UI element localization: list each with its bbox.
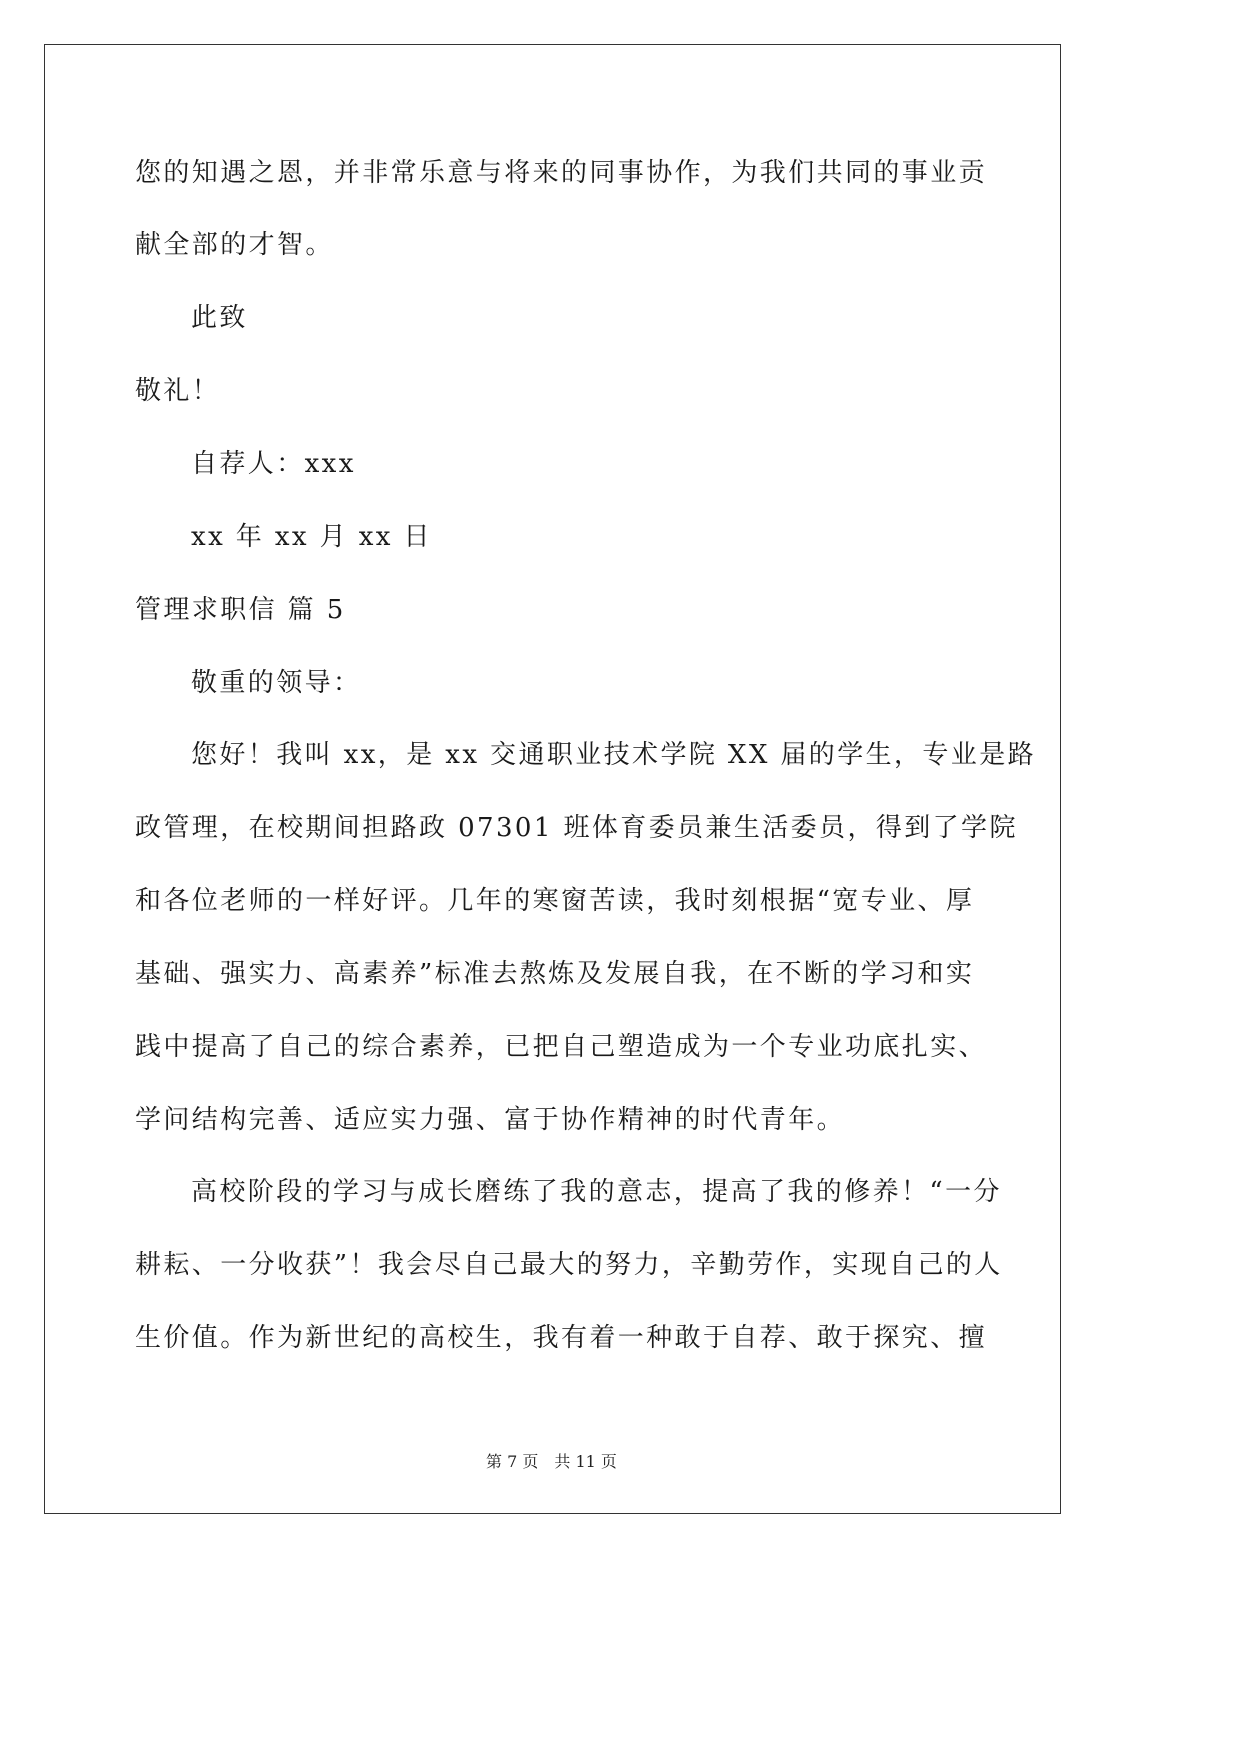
closing-salutation: 此致 — [191, 303, 248, 333]
body-line: 生价值。作为新世纪的高校生，我有着一种敢于自荐、敢于探究、擅 — [135, 1323, 988, 1353]
body-line: 献全部的才智。 — [135, 230, 334, 260]
body-line: 您的知遇之恩，并非常乐意与将来的同事协作，为我们共同的事业贡 — [135, 158, 988, 188]
body-line: 耕耘、一分收获”！我会尽自己最大的努力，辛勤劳作，实现自己的人 — [135, 1250, 1003, 1280]
signature-line: 自荐人：xxx — [191, 449, 356, 479]
body-line: 高校阶段的学习与成长磨练了我的意志，提高了我的修养！“一分 — [191, 1177, 1002, 1207]
date-line: xx 年 xx 月 xx 日 — [191, 522, 432, 552]
greeting: 敬重的领导： — [191, 668, 362, 698]
body-line: 基础、强实力、高素养”标准去熬炼及发展自我，在不断的学习和实 — [135, 959, 975, 989]
page-number: 第 7 页 共 11 页 — [486, 1452, 617, 1471]
page-border — [44, 44, 1061, 1514]
closing-regards: 敬礼！ — [135, 376, 221, 406]
body-line: 您好！我叫 xx，是 xx 交通职业技术学院 XX 届的学生，专业是路 — [191, 740, 1036, 770]
body-line: 政管理，在校期间担路政 07301 班体育委员兼生活委员，得到了学院 — [135, 813, 1018, 843]
body-line: 学问结构完善、适应实力强、富于协作精神的时代青年。 — [135, 1105, 846, 1135]
section-heading: 管理求职信 篇 5 — [135, 595, 346, 625]
body-line: 和各位老师的一样好评。几年的寒窗苦读，我时刻根据“宽专业、厚 — [135, 886, 975, 916]
body-line: 践中提高了自己的综合素养，已把自己塑造成为一个专业功底扎实、 — [135, 1032, 988, 1062]
